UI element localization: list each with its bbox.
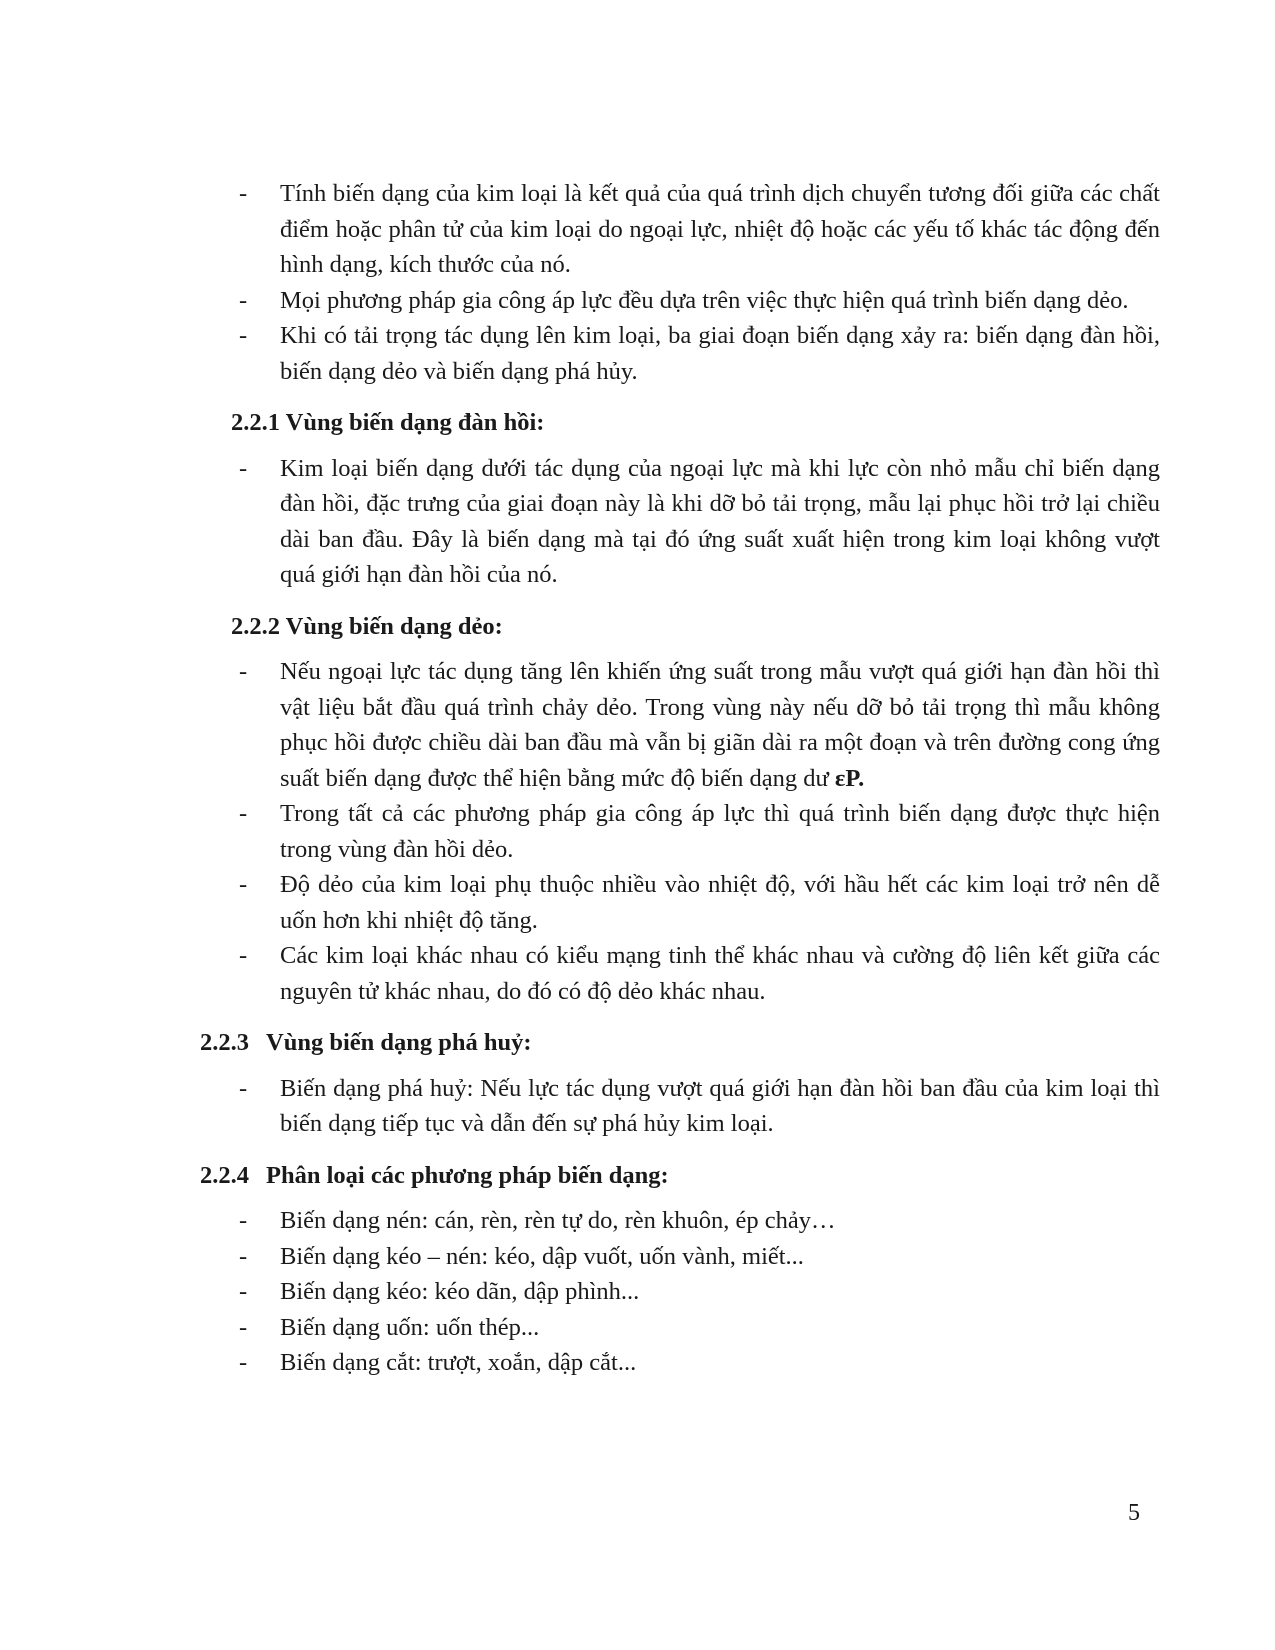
list-item: - Biến dạng cắt: trượt, xoắn, dập cắt... — [200, 1345, 1160, 1381]
list-item: - Biến dạng nén: cán, rèn, rèn tự do, rèn khuôn, ép chảy… — [200, 1203, 1160, 1239]
section-number: 2.2.4 — [200, 1161, 249, 1189]
list-item: - Biến dạng kéo: kéo dãn, dập phình... — [200, 1274, 1160, 1310]
section-heading-2-2-1: 2.2.1 Vùng biến dạng đàn hồi: — [231, 409, 545, 436]
dash-marker: - — [239, 871, 248, 898]
dash-marker: - — [239, 1242, 248, 1270]
dash-marker: - — [239, 1207, 248, 1234]
list-item: - Biến dạng phá huỷ: Nếu lực tác dụng vượt quá giới hạn đàn hồi ban đầu của kim loại thì biến dạng tiếp tục và dẫn đến sự phá hủy kim loại. — [200, 1071, 1160, 1142]
list-item: - Kim loại biến dạng dưới tác dụng của ngoại lực mà khi lực còn nhỏ mẫu chỉ biến dạng đàn hồi, đặc trưng của giai đoạn này là khi dỡ bỏ tải trọng, mẫu lại phục hồi trở lại chiều dài ban đầu. Đây là biến dạng mà tại đó ứng suất xuất hiện trong kim loại không vượt quá giới hạn đàn hồi của nó. — [200, 451, 1160, 593]
dash-marker: - — [239, 658, 248, 685]
section-title: Phân loại các phương pháp biến dạng: — [266, 1161, 669, 1189]
section-2-2-1-list — [200, 451, 1160, 593]
dash-marker: - — [239, 1349, 248, 1376]
section-number: 2.2.3 — [200, 1029, 249, 1056]
dash-marker: - — [239, 180, 248, 207]
dash-marker: - — [239, 286, 248, 314]
list-item: - Biến dạng uốn: uốn thép... — [200, 1310, 1160, 1346]
list-item: - Trong tất cả các phương pháp gia công áp lực thì quá trình biến dạng được thực hiện trong vùng đàn hồi dẻo. — [200, 796, 1160, 867]
dash-marker: - — [239, 1278, 248, 1305]
dash-marker: - — [239, 800, 248, 827]
list-item: - Biến dạng kéo – nén: kéo, dập vuốt, uốn vành, miết... — [200, 1239, 1160, 1275]
dash-marker: - — [239, 454, 248, 482]
page-content — [200, 176, 1160, 1381]
section-2-2-3-list — [200, 1071, 1160, 1142]
dash-marker: - — [239, 1074, 248, 1102]
section-heading-2-2-3 — [200, 1025, 1160, 1061]
intro-list — [200, 176, 1160, 389]
list-item: - Nếu ngoại lực tác dụng tăng lên khiến ứng suất trong mẫu vượt quá giới hạn đàn hồi thì vật liệu bắt đầu quá trình chảy dẻo. Trong vùng này nếu dỡ bỏ tải trọng thì mẫu không phục hồi được chiều dài ban đầu mà vẫn bị giãn dài ra một đoạn và trên đường cong ứng suất biến dạng được thể hiện bằng mức độ biến dạng dư εP. — [200, 654, 1160, 796]
dash-marker: - — [239, 942, 248, 969]
section-2-2-2-list — [200, 654, 1160, 1009]
list-item: - Các kim loại khác nhau có kiểu mạng tinh thể khác nhau và cường độ liên kết giữa các nguyên tử khác nhau, do đó có độ dẻo khác nhau. — [200, 938, 1160, 1009]
dash-marker: - — [239, 1313, 248, 1341]
section-2-2-4-list — [200, 1203, 1160, 1381]
dash-marker: - — [239, 322, 248, 349]
epsilon-symbol: εP. — [834, 764, 865, 792]
section-heading-2-2-4 — [200, 1158, 1160, 1194]
list-item: - Mọi phương pháp gia công áp lực đều dựa trên việc thực hiện quá trình biến dạng dẻo. — [200, 283, 1160, 319]
section-heading-2-2-2: 2.2.2 Vùng biến dạng dẻo: — [231, 612, 503, 640]
list-item: - Tính biến dạng của kim loại là kết quả của quá trình dịch chuyển tương đối giữa các chất điểm hoặc phân tử của kim loại do ngoại lực, nhiệt độ hoặc các yếu tố khác tác động đến hình dạng, kích thước của nó. — [200, 176, 1160, 283]
section-title: Vùng biến dạng phá huỷ: — [266, 1029, 532, 1056]
list-item: - Khi có tải trọng tác dụng lên kim loại, ba giai đoạn biến dạng xảy ra: biến dạng đàn hồi, biến dạng dẻo và biến dạng phá hủy. — [200, 318, 1160, 389]
page-number: 5 — [1128, 1500, 1140, 1526]
list-item: - Độ dẻo của kim loại phụ thuộc nhiều vào nhiệt độ, với hầu hết các kim loại trở nên dễ uốn hơn khi nhiệt độ tăng. — [200, 867, 1160, 938]
